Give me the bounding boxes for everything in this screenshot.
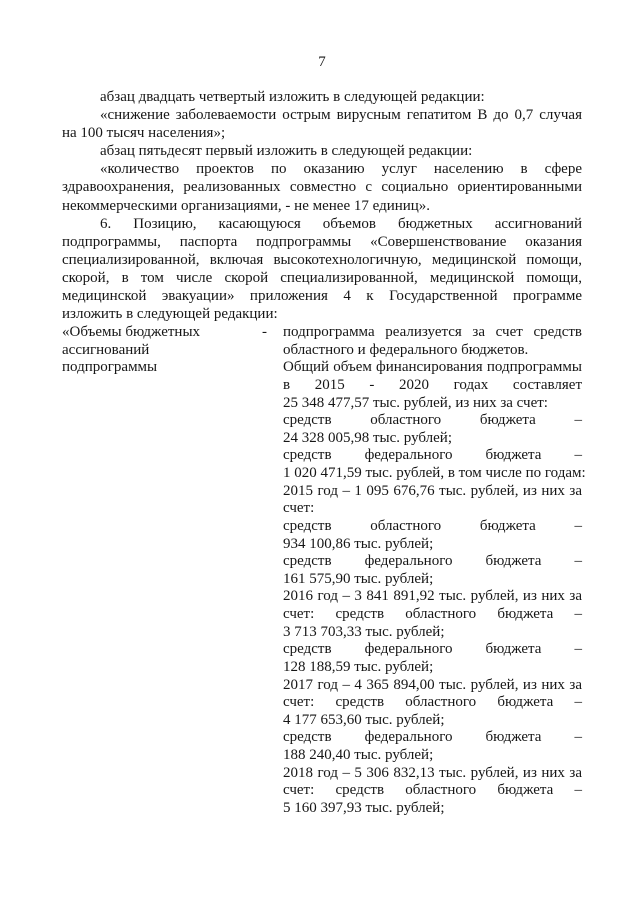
passport-value-line: средств федерального бюджета – [283,641,582,658]
passport-value-line: счет: средств областного бюджета – [283,694,582,711]
passport-value-line: 188 240,40 тыс. рублей; [283,747,434,763]
document-body [62,88,582,323]
paragraph-line: абзац пятьдесят первый изложить в следующей редакции: [100,143,473,160]
paragraph-line: 6. Позицию, касающуюся объемов бюджетных ассигнований [100,215,582,232]
passport-value-line: счет: средств областного бюджета – [283,782,582,799]
passport-label-line: подпрограммы [62,359,158,376]
passport-value-line: подпрограмма реализуется за счет средств [283,324,582,340]
page-number: 7 [318,54,326,70]
passport-value-line: 3 713 703,33 тыс. рублей; [283,623,445,640]
passport-value-line: 4 177 653,60 тыс. рублей; [283,711,445,728]
paragraph-line: изложить в следующей редакции: [62,306,278,323]
passport-value-line: Общий объем финансирования подпрограммы [283,359,582,376]
passport-value-line: средств областного бюджета – [283,412,582,429]
passport-value-line: 2017 год – 4 365 894,00 тыс. рублей, из них за [283,676,582,693]
paragraph-line: «количество проектов по оказанию услуг населению в сфере [100,161,582,178]
paragraph-line: «снижение заболеваемости острым вирусным гепатитом В до 0,7 случая [100,107,582,124]
paragraph-line: некоммерческими организациями, - не менее 17 единиц». [62,197,431,214]
passport-value [283,324,586,818]
passport-value-line: 2018 год – 5 306 832,13 тыс. рублей, из них за [283,764,582,781]
passport-value-line: счет: средств областного бюджета – [283,606,582,622]
passport-value-line: 24 328 005,98 тыс. рублей; [283,429,452,446]
passport-value-line: средств федерального бюджета – [283,729,582,746]
paragraph-line: специализированной, включая высокотехнологичную, медицинской помощи, [62,251,582,268]
paragraph-line: абзац двадцать четвертый изложить в следующей редакции: [100,89,485,105]
passport-value-line: средств федерального бюджета – [283,447,582,464]
passport-label [62,324,252,377]
paragraph-line: подпрограммы, паспорта подпрограммы «Совершенствование оказания [62,233,582,250]
passport-value-line: 128 188,59 тыс. рублей; [283,658,434,675]
passport-label-line: «Объемы бюджетных [62,324,201,340]
passport-value-line: средств федерального бюджета – [283,553,582,570]
passport-value-line: счет: [283,500,315,517]
subprogram-passport-entry [62,324,586,824]
paragraph-line: медицинской эвакуации» приложения 4 к Государственной программе [62,288,582,305]
passport-value-line: средств областного бюджета – [283,517,582,534]
passport-value-line: областного и федерального бюджетов. [283,341,529,358]
passport-value-line: 5 160 397,93 тыс. рублей; [283,799,445,816]
passport-value-line: 2015 год – 1 095 676,76 тыс. рублей, из них за [283,482,582,499]
passport-value-line: 161 575,90 тыс. рублей; [283,570,434,587]
paragraph-line: на 100 тысяч населения»; [62,125,226,142]
paragraph-line: скорой, в том числе скорой специализированной, медицинской помощи, [62,269,582,286]
passport-label-line: ассигнований [62,341,150,358]
passport-value-line: в 2015 - 2020 годах составляет [283,376,582,393]
passport-separator: - [262,324,267,340]
paragraph-line: здравоохранения, реализованных совместно с социально ориентированными [62,179,582,196]
passport-value-line: 25 348 477,57 тыс. рублей, из них за счет: [283,394,548,411]
passport-value-line: 2016 год – 3 841 891,92 тыс. рублей, из них за [283,588,582,605]
passport-value-line: 934 100,86 тыс. рублей; [283,535,434,552]
passport-value-line: 1 020 471,59 тыс. рублей, в том числе по годам: [283,465,586,481]
